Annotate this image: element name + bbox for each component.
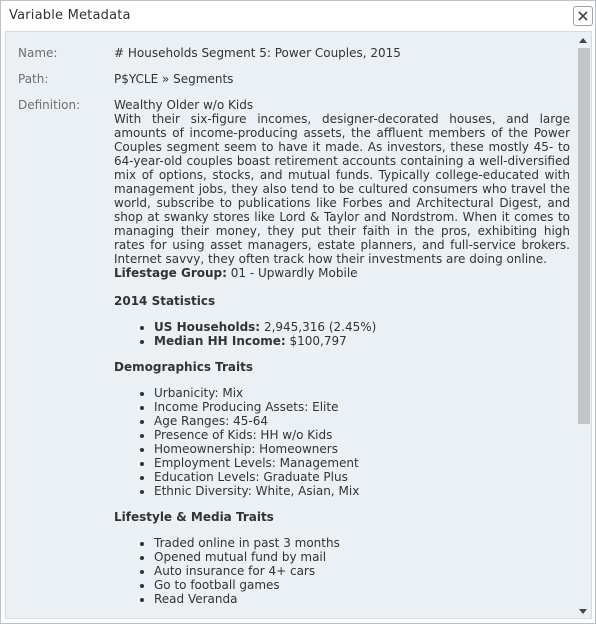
demographics-title: Demographics Traits xyxy=(114,360,254,374)
list-item: • Ethnic Diversity: White, Asian, Mix xyxy=(154,484,570,498)
vertical-scrollbar[interactable] xyxy=(575,32,591,618)
lifestyle-list xyxy=(114,536,570,606)
list-item: • Auto insurance for 4+ cars xyxy=(154,564,570,578)
triangle-down-icon xyxy=(579,609,587,614)
list-item xyxy=(154,334,570,348)
path-label: Path: xyxy=(18,72,49,86)
definition-heading: Wealthy Older w/o Kids xyxy=(114,98,254,112)
list-item: • Income Producing Assets: Elite xyxy=(154,400,570,414)
stat-value: 2,945,316 (2.45%) xyxy=(263,320,377,334)
dialog-titlebar xyxy=(1,1,595,31)
list-item: • Traded online in past 3 months xyxy=(154,536,570,550)
lifestage-line xyxy=(114,266,570,280)
list-item: • Go to football games xyxy=(154,578,570,592)
stat-label: US Households: xyxy=(154,320,261,334)
metadata-panel xyxy=(5,31,592,619)
close-button[interactable] xyxy=(573,6,593,26)
statistics-list xyxy=(114,320,570,348)
path-value: P$YCLE » Segments xyxy=(114,72,234,86)
list-item: • Employment Levels: Management xyxy=(154,456,570,470)
stat-value: $100,797 xyxy=(289,334,347,348)
name-value: # Households Segment 5: Power Couples, 2015 xyxy=(114,46,401,60)
scroll-thumb[interactable] xyxy=(578,48,590,424)
triangle-up-icon xyxy=(579,38,587,43)
list-item: • Age Ranges: 45-64 xyxy=(154,414,570,428)
definition-label: Definition: xyxy=(18,98,81,112)
close-icon xyxy=(578,11,588,21)
scroll-up-button[interactable] xyxy=(575,34,591,46)
list-item: • Read Veranda xyxy=(154,592,570,606)
statistics-title: 2014 Statistics xyxy=(114,294,216,308)
definition-text: With their six-figure incomes, designer-decorated houses, and large amounts of income-producing assets, the affluent members of the Power Couples segment seem to have it made. As investors, these mostly 45- to 64-year-old couples boast retirement accounts containing a well-diversified mix of options, stocks, and mutual funds. Typically college-educated with management jobs, they also tend to be cultured consumers who travel the world, subscribe to publications like Forbes and Architectural Digest, and shop at swanky stores like Lord & Taylor and Nordstrom. When it comes to managing their money, they put their faith in the pros, exhibiting high rates for using asset managers, estate planners, and full-service brokers. Internet savvy, they often track how their investments are doing online. xyxy=(114,112,570,266)
list-item: • Education Levels: Graduate Plus xyxy=(154,470,570,484)
definition-body xyxy=(114,98,570,606)
dialog-title: Variable Metadata xyxy=(9,8,131,23)
list-item: • Opened mutual fund by mail xyxy=(154,550,570,564)
list-item xyxy=(154,320,570,334)
name-label: Name: xyxy=(18,46,58,60)
list-item: • Presence of Kids: HH w/o Kids xyxy=(154,428,570,442)
scroll-down-button[interactable] xyxy=(575,605,591,617)
metadata-scroll-area[interactable] xyxy=(6,32,574,618)
list-item: • Urbanicity: Mix xyxy=(154,386,570,400)
lifestage-value: 01 - Upwardly Mobile xyxy=(230,266,358,280)
stat-label: Median HH Income: xyxy=(154,334,286,348)
lifestyle-title: Lifestyle & Media Traits xyxy=(114,510,274,524)
lifestage-label: Lifestage Group: xyxy=(114,266,227,280)
demographics-list xyxy=(114,386,570,498)
list-item: • Homeownership: Homeowners xyxy=(154,442,570,456)
